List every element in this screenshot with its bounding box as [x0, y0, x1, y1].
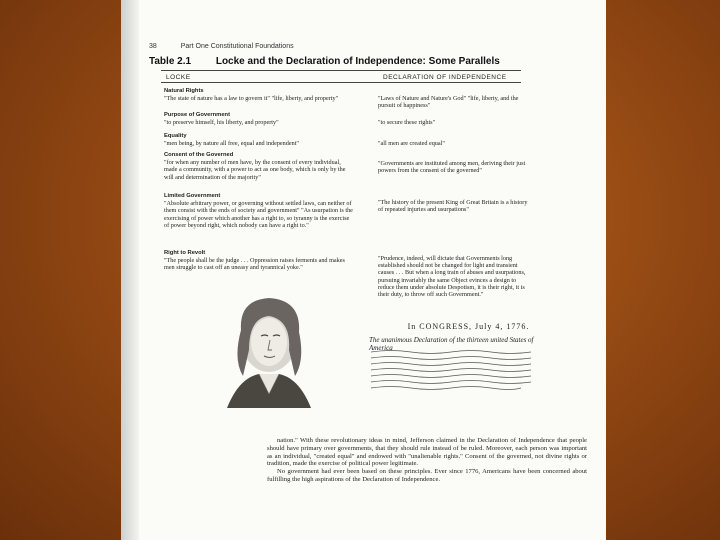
locke-quote: "to preserve himself, his liberty, and property"	[164, 119, 279, 127]
table-header-rule	[161, 82, 521, 83]
locke-quote: "The state of nature has a law to govern it" "life, liberty, and property"	[164, 95, 339, 103]
row-heading: Purpose of Government	[164, 112, 231, 118]
table-top-rule	[161, 70, 521, 71]
page-header	[149, 43, 294, 50]
table-row-locke	[164, 193, 354, 229]
table-row-locke	[164, 250, 354, 272]
part-title: Part One Constitutional Foundations	[180, 43, 294, 50]
declaration-header: In CONGRESS, July 4, 1776.	[407, 322, 530, 331]
body-paragraph: nation." With these revolutionary ideas in mind, Jefferson claimed in the Declaration of Independence that people should have primary over governments, that they should rule instead of be ruled. Moreover, each person was important as an individual, "created equal" and endowed with "unalienable rights." Consent of the governed, not divine rights or tradition, made the exercise of political power legitimate.	[267, 437, 587, 468]
row-heading: Limited Government	[164, 193, 221, 199]
body-text	[267, 437, 587, 484]
locke-quote: "men being, by nature all free, equal and independent"	[164, 140, 299, 148]
declaration-subtitle: The unanimous Declaration of the thirteen united States of America	[369, 336, 534, 352]
table-row-doi: "Prudence, indeed, will dictate that Governments long established should not be changed for light and transient causes . . . But when a long train of abuses and usurpations, pursuing invariably the same Object evinces a design to reduce them under absolute Despotism, it is their right, it is their duty, to throw off such Government."	[378, 255, 526, 299]
table-row-doi: "Laws of Nature and Nature's God" "life, liberty, and the pursuit of happiness"	[378, 95, 519, 110]
table-row-locke	[164, 133, 354, 147]
row-heading: Natural Rights	[164, 88, 204, 94]
table-row-doi: "Governments are instituted among men, deriving their just powers from the consent of the governed"	[378, 160, 526, 175]
locke-portrait	[219, 290, 319, 408]
row-heading: Consent of the Governed	[164, 152, 234, 158]
table-row-locke	[164, 112, 354, 126]
scanned-page	[121, 0, 606, 540]
table-row-doi: "The history of the present King of Great Britain is a history of repeated injuries and usurpations"	[378, 199, 528, 214]
row-heading: Right to Revolt	[164, 250, 206, 256]
binding-shadow	[121, 0, 139, 540]
table-row-locke	[164, 88, 354, 102]
table-row-doi: "to secure these rights"	[378, 119, 436, 126]
table-caption: Locke and the Declaration of Independence: Some Parallels	[215, 56, 500, 67]
column-header-locke: LOCKE	[166, 74, 191, 81]
row-heading: Equality	[164, 133, 187, 139]
table-row-doi: "all men are created equal"	[378, 140, 445, 147]
table-row-locke	[164, 152, 354, 181]
declaration-handwriting-image	[369, 346, 549, 394]
page-number: 38	[149, 43, 157, 50]
locke-quote: "The people shall be the judge . . . Oppression raises ferments and makes men struggle to cast off an uneasy and tyrannical yoke."	[164, 257, 345, 272]
locke-quote: "Absolute arbitrary power, or governing without settled laws, can neither of them consist with the ends of society and government" "As usurpation is the exercising of power which another has a right to, so tyranny is the exercise of power beyond right, which nobody can have a right to."	[164, 200, 353, 229]
body-paragraph: No government had ever been based on these principles. Ever since 1776, Americans have been concerned about fulfilling the high aspirations of the Declaration of Independence.	[267, 468, 587, 483]
locke-quote: "for when any number of men have, by the consent of every individual, made a community, with a power to act as one body, which is only by the will and determination of the majority"	[164, 159, 346, 181]
table-number: Table 2.1	[149, 56, 192, 67]
table-title	[149, 56, 500, 67]
column-header-declaration: DECLARATION OF INDEPENDENCE	[383, 74, 507, 81]
